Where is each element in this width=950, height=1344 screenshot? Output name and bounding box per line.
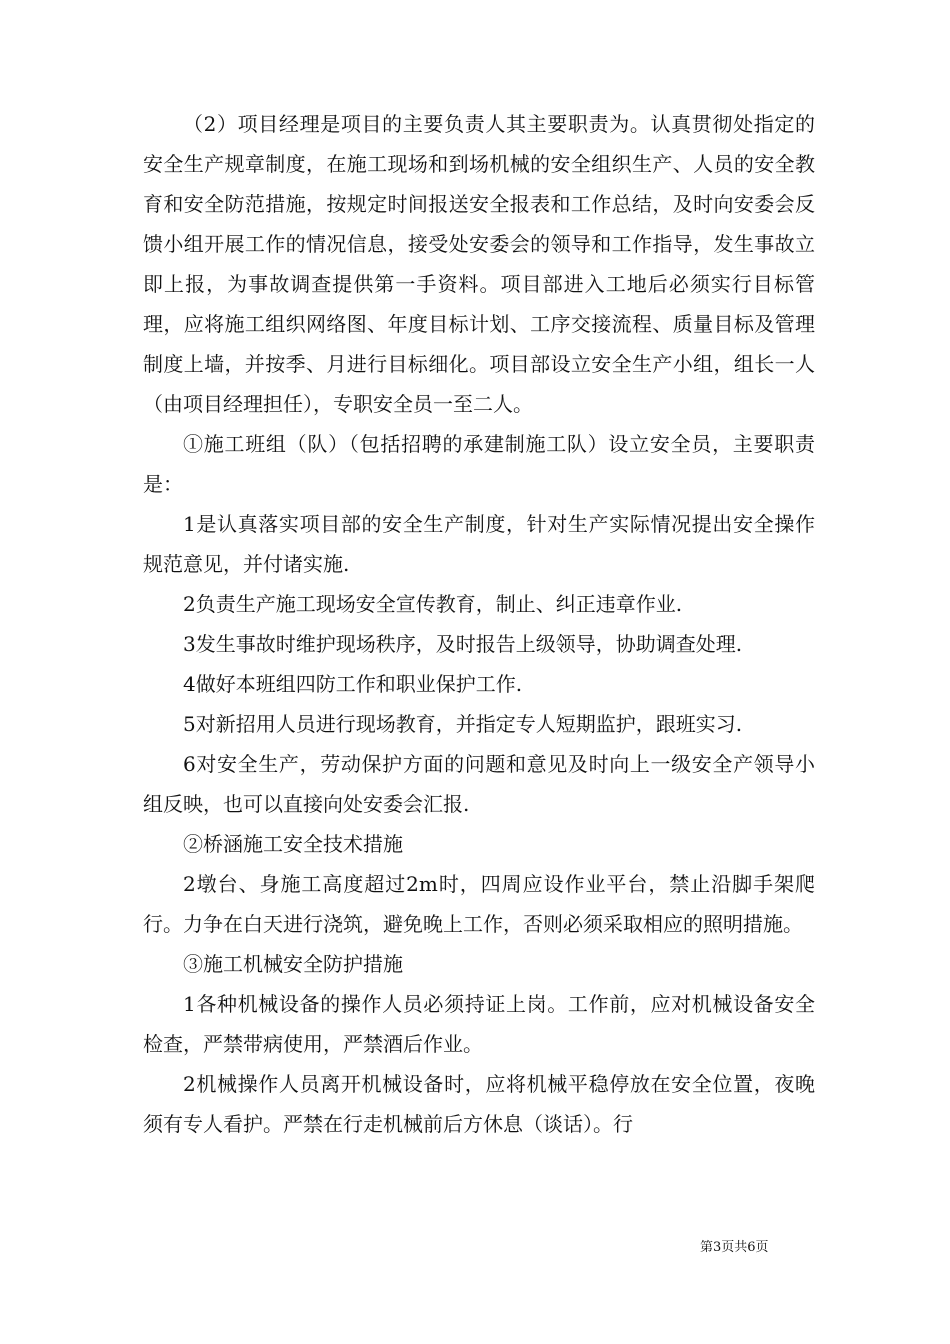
paragraph-duty-4: 4做好本班组四防工作和职业保护工作. [183,672,523,696]
page-number-footer: 第3页共6页 [700,1240,769,1255]
section-heading-bridge-safety: ②桥涵施工安全技术措施 [183,832,403,856]
paragraph-duty-1: 1是认真落实项目部的安全生产制度，针对生产实际情况提出安全操作规范意见，并付诸实施. [143,512,815,576]
paragraph-duty-3: 3发生事故时维护现场秩序，及时报告上级领导，协助调查处理. [183,632,743,656]
section-heading-machinery-safety: ③施工机械安全防护措施 [183,952,403,976]
paragraph-machinery-1: 1各种机械设备的操作人员必须持证上岗。工作前，应对机械设备安全检查，严禁带病使用，严禁酒后作业。 [143,992,815,1056]
paragraph-duty-5: 5对新招用人员进行现场教育，并指定专人短期监护，跟班实习. [183,712,743,736]
paragraph-duty-2: 2负责生产施工现场安全宣传教育，制止、纠正违章作业. [183,592,683,616]
paragraph-machinery-2: 2机械操作人员离开机械设备时，应将机械平稳停放在安全位置，夜晚须有专人看护。严禁在行走机械前后方休息（谈话）。行 [143,1072,815,1136]
document-body [143,104,815,1144]
paragraph-pier-construction: 2墩台、身施工高度超过2m时，四周应设作业平台，禁止沿脚手架爬行。力争在白天进行浇筑，避免晚上工作，否则必须采取相应的照明措施。 [143,872,815,936]
paragraph-team-safety-officer: ①施工班组（队）（包括招聘的承建制施工队）设立安全员，主要职责是： [143,432,815,496]
paragraph-project-manager: （2）项目经理是项目的主要负责人其主要职责为。认真贯彻处指定的安全生产规章制度，在施工现场和到场机械的安全组织生产、人员的安全教育和安全防范措施，按规定时间报送安全报表和工作总结，及时向安委会反馈小组开展工作的情况信息，接受处安委会的领导和工作指导，发生事故立即上报，为事故调查提供第一手资料。项目部进入工地后必须实行目标管理，应将施工组织网络图、年度目标计划、工序交接流程、质量目标及管理制度上墙，并按季、月进行目标细化。项目部设立安全生产小组，组长一人（由项目经理担任），专职安全员一至二人。 [143,112,815,416]
paragraph-duty-6: 6对安全生产，劳动保护方面的问题和意见及时向上一级安全产领导小组反映，也可以直接向处安委会汇报. [143,752,815,816]
